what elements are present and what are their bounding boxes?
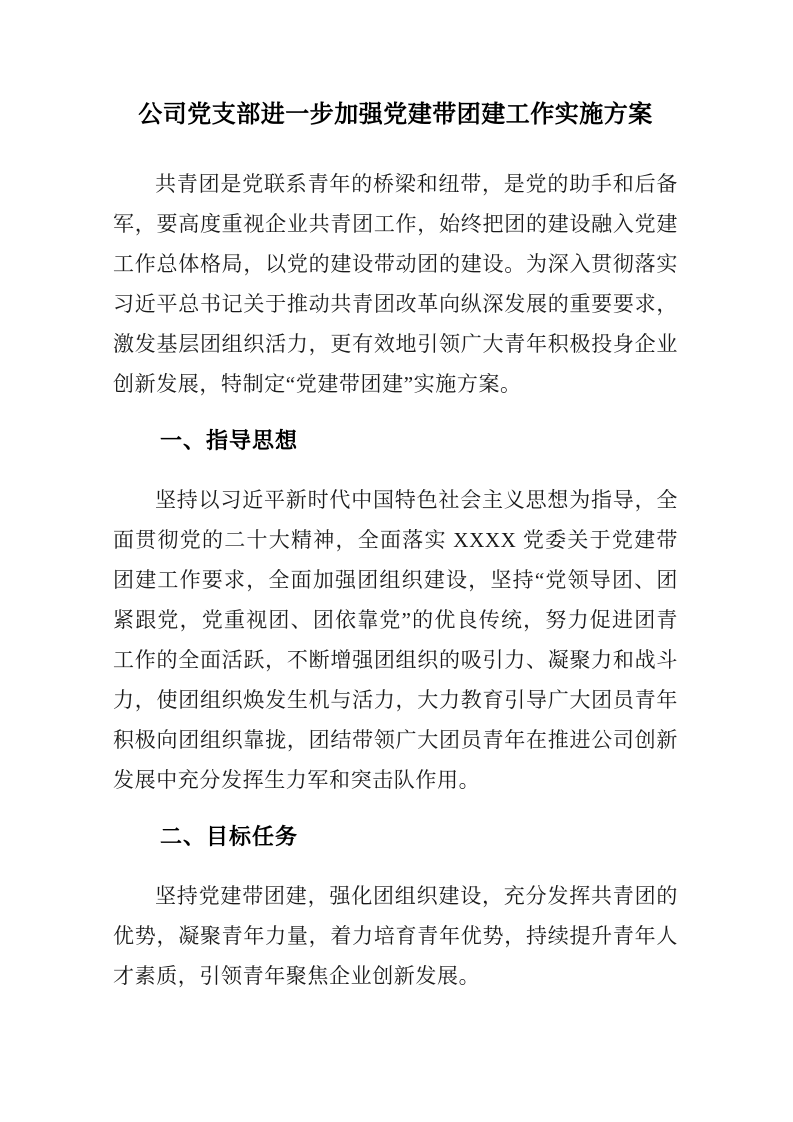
section-2-paragraph: 坚持党建带团建，强化团组织建设，充分发挥共青团的优势，凝聚青年力量，着力培育青年优势，持续提升青年人才素质，引领青年聚焦企业创新发展。 xyxy=(113,884,678,988)
section-2-heading: 二、目标任务 xyxy=(160,824,299,849)
section-1-paragraph: 坚持以习近平新时代中国特色社会主义思想为指导，全面贯彻党的二十大精神，全面落实 XXXX 党委关于党建带团建工作要求，全面加强团组织建设，坚持“党领导团、团紧跟党，党重视团、团依靠党”的优良传统，努力促进团青工作的全面活跃，不断增强团组织的吸引力、凝聚力和战斗力，使团组织焕发生机与活力，大力教育引导广大团员青年积极向团组织靠拢，团结带领广大团员青年在推进公司创新发展中充分发挥生力军和突击队作用。 xyxy=(113,488,678,792)
section-1-heading: 一、指导思想 xyxy=(160,428,299,453)
document-title: 公司党支部进一步加强党建带团建工作实施方案 xyxy=(138,102,653,128)
intro-paragraph: 共青团是党联系青年的桥梁和纽带，是党的助手和后备军，要高度重视企业共青团工作，始终把团的建设融入党建工作总体格局，以党的建设带动团的建设。为深入贯彻落实习近平总书记关于推动共青团改革向纵深发展的重要要求，激发基层团组织活力，更有效地引领广大青年积极投身企业创新发展，特制定“党建带团建”实施方案。 xyxy=(113,172,678,396)
